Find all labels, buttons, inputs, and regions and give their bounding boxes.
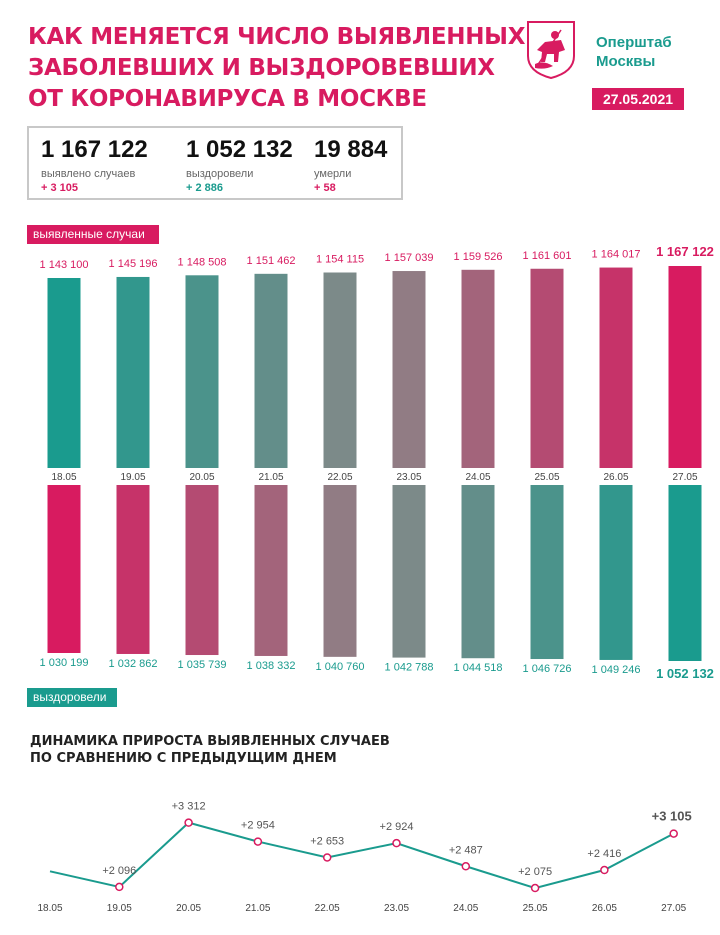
recovered-value-label: 1 032 862 bbox=[108, 657, 158, 670]
brand-line: Москвы bbox=[596, 53, 656, 70]
growth-point bbox=[254, 838, 261, 845]
recovered-value-label: 1 049 246 bbox=[591, 663, 641, 676]
recovered-value-label: 1 042 788 bbox=[384, 661, 434, 674]
growth-value-label: +2 924 bbox=[379, 821, 414, 834]
growth-value-label: +2 416 bbox=[587, 848, 622, 861]
stat-delta: + 58 bbox=[314, 182, 336, 194]
case-value-label: 1 151 462 bbox=[246, 254, 296, 267]
case-value-label: 1 157 039 bbox=[384, 252, 434, 265]
date-label: 25.05 bbox=[534, 472, 560, 483]
recovered-value-label: 1 035 739 bbox=[177, 659, 227, 672]
recovered-bar bbox=[531, 485, 564, 659]
date-label: 19.05 bbox=[106, 903, 132, 914]
case-bar bbox=[531, 269, 564, 468]
stat-delta: + 2 886 bbox=[186, 182, 224, 194]
recovered-value-label: 1 052 132 bbox=[656, 666, 714, 680]
brand-name bbox=[596, 33, 672, 71]
subtitle-line: ДИНАМИКА ПРИРОСТА ВЫЯВЛЕННЫХ СЛУЧАЕВ bbox=[30, 734, 390, 749]
title-line: ОТ КОРОНАВИРУСА В МОСКВЕ bbox=[28, 86, 427, 112]
stat-label: умерли bbox=[314, 168, 352, 180]
date-label: 26.05 bbox=[591, 903, 617, 914]
recovered-bar bbox=[186, 485, 219, 655]
growth-point bbox=[393, 840, 400, 847]
date-label: 19.05 bbox=[120, 472, 146, 483]
date-label: 23.05 bbox=[383, 903, 410, 914]
date-label: 22.05 bbox=[327, 472, 353, 483]
stats-summary bbox=[27, 126, 403, 200]
stat-value: 1 167 122 bbox=[41, 136, 148, 163]
case-bar bbox=[600, 268, 633, 468]
date-label: 24.05 bbox=[465, 472, 491, 483]
recovered-bar bbox=[48, 485, 81, 653]
growth-point bbox=[462, 863, 469, 870]
stat-label: выздоровели bbox=[186, 168, 254, 180]
brand-line: Оперштаб bbox=[596, 34, 672, 51]
case-bar bbox=[255, 274, 288, 468]
recovered-bar bbox=[117, 485, 150, 654]
subtitle-line: ПО СРАВНЕНИЮ С ПРЕДЫДУЩИМ ДНЕМ bbox=[30, 751, 337, 766]
stat-cases bbox=[41, 136, 148, 194]
recovered-value-label: 1 030 199 bbox=[39, 657, 89, 669]
case-value-label: 1 161 601 bbox=[522, 249, 572, 262]
recovered-bar bbox=[600, 485, 633, 660]
title-line: КАК МЕНЯЕТСЯ ЧИСЛО ВЫЯВЛЕННЫХ bbox=[28, 24, 526, 50]
stat-deaths bbox=[314, 136, 387, 194]
growth-point bbox=[532, 885, 539, 892]
case-bar bbox=[186, 275, 219, 468]
date-label: 20.05 bbox=[189, 472, 215, 483]
date-badge: 27.05.2021 bbox=[592, 88, 684, 110]
stat-recovered bbox=[186, 136, 293, 194]
stat-value: 19 884 bbox=[314, 136, 388, 163]
case-bar bbox=[324, 272, 357, 468]
growth-point bbox=[116, 883, 123, 890]
case-bar bbox=[393, 271, 426, 468]
recovered-bar bbox=[393, 485, 426, 658]
case-value-label: 1 164 017 bbox=[591, 248, 641, 261]
page-title bbox=[28, 22, 526, 115]
stat-value: 1 052 132 bbox=[186, 136, 293, 163]
growth-point bbox=[185, 819, 192, 826]
case-bar bbox=[117, 277, 150, 468]
date-label: 18.05 bbox=[51, 472, 77, 483]
recovered-bar bbox=[669, 485, 702, 661]
title-line: ЗАБОЛЕВШИХ И ВЫЗДОРОВЕВШИХ bbox=[28, 55, 495, 81]
daily-growth-line-chart bbox=[0, 780, 720, 930]
date-label: 27.05 bbox=[661, 903, 687, 914]
case-value-label: 1 143 100 bbox=[39, 259, 89, 271]
date-label: 18.05 bbox=[37, 903, 63, 914]
case-value-label: 1 145 196 bbox=[108, 257, 158, 270]
recovered-bar bbox=[255, 485, 288, 656]
growth-value-label: +2 096 bbox=[102, 864, 137, 877]
date-label: 24.05 bbox=[453, 903, 479, 914]
growth-point bbox=[324, 854, 331, 861]
growth-value-label: +3 312 bbox=[171, 800, 206, 813]
growth-point bbox=[670, 830, 677, 837]
stat-delta: + 3 105 bbox=[41, 182, 79, 194]
growth-value-label: +3 105 bbox=[651, 808, 692, 824]
recovered-bar bbox=[462, 485, 495, 658]
recovered-value-label: 1 046 726 bbox=[522, 663, 572, 676]
stat-label: выявлено случаев bbox=[41, 168, 136, 180]
recovered-value-label: 1 044 518 bbox=[453, 662, 503, 675]
growth-value-label: +2 653 bbox=[310, 835, 345, 848]
recovered-bar bbox=[324, 485, 357, 657]
date-label: 27.05 bbox=[672, 472, 698, 483]
case-value-label: 1 148 508 bbox=[177, 256, 227, 269]
growth-chart-title bbox=[30, 733, 390, 767]
growth-value-label: +2 075 bbox=[518, 866, 553, 879]
growth-value-label: +2 954 bbox=[240, 819, 275, 832]
date-label: 23.05 bbox=[396, 472, 422, 483]
recovered-chart-title: выздоровели bbox=[27, 688, 117, 707]
growth-point bbox=[601, 867, 608, 874]
recovered-value-label: 1 040 760 bbox=[315, 660, 365, 673]
recovered-value-label: 1 038 332 bbox=[246, 659, 296, 672]
date-label: 25.05 bbox=[522, 903, 548, 914]
date-label: 21.05 bbox=[258, 472, 284, 483]
cases-recovered-bar-chart bbox=[0, 240, 720, 680]
case-bar bbox=[669, 266, 702, 468]
date-label: 21.05 bbox=[245, 903, 271, 914]
moscow-coat-of-arms-icon bbox=[525, 20, 577, 80]
case-value-label: 1 154 115 bbox=[315, 253, 365, 266]
date-label: 26.05 bbox=[603, 472, 629, 483]
case-value-label: 1 167 122 bbox=[656, 244, 714, 259]
case-bar bbox=[462, 270, 495, 468]
cases-chart-title: выявленные случаи bbox=[27, 225, 159, 244]
date-label: 20.05 bbox=[176, 903, 202, 914]
case-bar bbox=[48, 278, 81, 468]
case-value-label: 1 159 526 bbox=[453, 250, 503, 263]
growth-value-label: +2 487 bbox=[448, 844, 483, 857]
date-label: 22.05 bbox=[314, 903, 340, 914]
growth-line bbox=[50, 823, 674, 888]
